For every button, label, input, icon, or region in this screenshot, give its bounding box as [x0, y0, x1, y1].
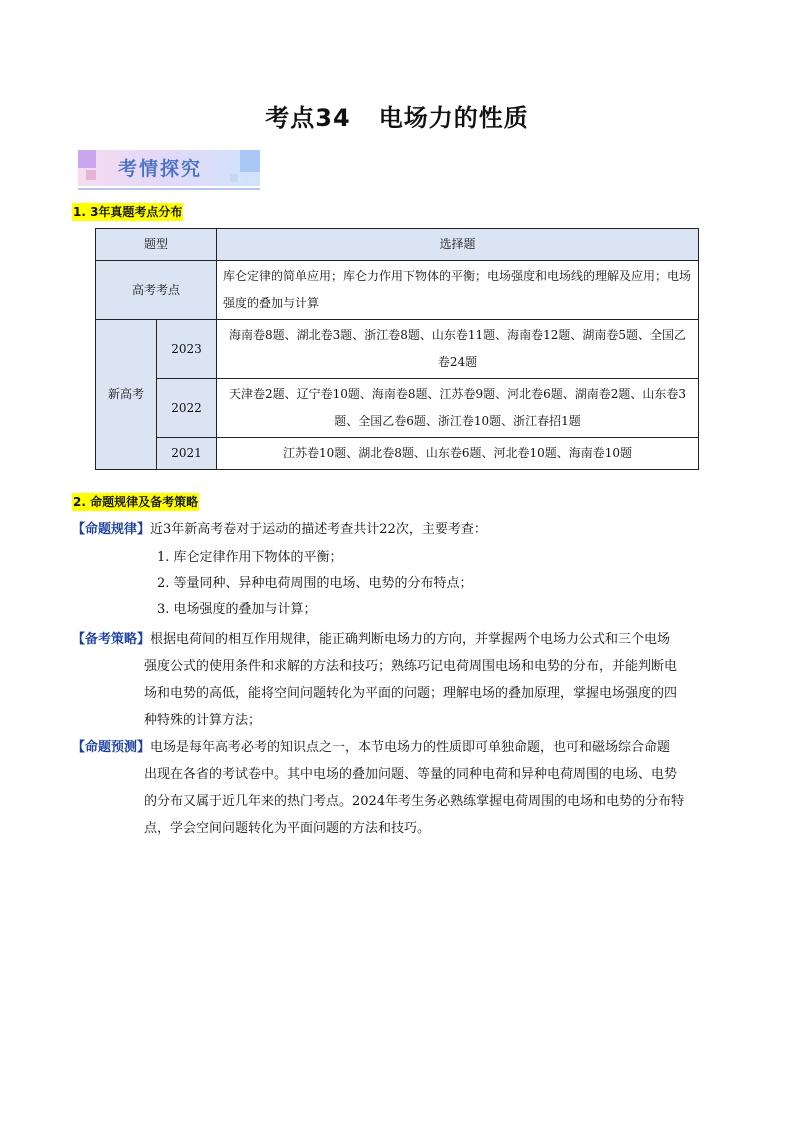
table-row: [96, 261, 699, 320]
strategy-body: [144, 653, 724, 734]
forecast-tag-line: [72, 734, 670, 761]
table-topic-label: 高考考点: [96, 261, 217, 320]
table-row: [96, 320, 699, 379]
banner-decor-square: [240, 150, 260, 172]
strategy-tag-line: [72, 626, 670, 653]
forecast-tag: 【命题预测】: [72, 740, 151, 755]
rule-tag: 【命题规律】: [72, 522, 151, 537]
strategy-line: 场和电势的高低，能将空间问题转化为平面的问题；理解电场的叠加原理，掌握电场强度的四: [144, 686, 678, 701]
banner-decor-square: [86, 170, 96, 180]
table-row: [96, 379, 699, 438]
forecast-line: 点，学会空间问题转化为平面问题的方法和技巧。: [144, 821, 431, 836]
rule-intro: 近3年新高考卷对于运动的描述考查共计22次，主要考查：: [150, 522, 487, 537]
table-group-label: 新高考: [96, 320, 157, 470]
page-title-text: 电场力的性质: [378, 104, 529, 132]
table-row: [96, 438, 699, 470]
list-item: 1. 库仑定律作用下物体的平衡；: [157, 550, 343, 565]
strategy-tag: 【备考策略】: [72, 632, 151, 647]
forecast-body: [144, 761, 724, 842]
page-title-number: 考点34: [265, 104, 351, 132]
table-papers: 天津卷2题、辽宁卷10题、海南卷8题、江苏卷9题、河北卷6题、湖南卷2题、山东卷3题、全国乙卷6题、浙江卷10题、浙江春招1题: [217, 379, 699, 438]
table-row: [96, 229, 699, 261]
table-year: 2021: [157, 438, 217, 470]
list-item: 3. 电场强度的叠加与计算；: [157, 602, 317, 617]
section2-heading: 2. 命题规律及备考策略: [73, 495, 199, 509]
banner-label: 考情探究: [118, 158, 203, 180]
banner-underline: [78, 188, 260, 190]
forecast-line: 出现在各省的考试卷中。其中电场的叠加问题、等量的同种电荷和异种电荷周围的电场、电势: [144, 767, 678, 782]
table-papers: 江苏卷10题、湖北卷8题、山东卷6题、河北卷10题、海南卷10题: [217, 438, 699, 470]
section-banner: [78, 150, 260, 186]
banner-decor-square: [78, 150, 96, 168]
list-item: 2. 等量同种、异种电荷周围的电场、电势的分布特点；: [157, 576, 473, 591]
table-year: 2022: [157, 379, 217, 438]
banner-decor-square: [230, 174, 238, 182]
strategy-line: 强度公式的使用条件和求解的方法和技巧；熟练巧记电荷周围电场和电势的分布，并能判断电: [144, 659, 678, 674]
table-topic-content: 库仑定律的简单应用；库仑力作用下物体的平衡；电场强度和电场线的理解及应用；电场强度的叠加与计算: [217, 261, 699, 320]
section1-heading: 1. 3年真题考点分布: [73, 205, 183, 219]
table-header-type: 题型: [96, 229, 217, 261]
rule-paragraph: [72, 516, 487, 543]
page-title: [0, 98, 794, 133]
table-papers: 海南卷8题、湖北卷3题、浙江卷8题、山东卷11题、海南卷12题、湖南卷5题、全国乙卷24题: [217, 320, 699, 379]
strategy-line-1: 根据电荷间的相互作用规律，能正确判断电场力的方向，并掌握两个电场力公式和三个电场: [150, 632, 671, 647]
forecast-line-1: 电场是每年高考必考的知识点之一，本节电场力的性质即可单独命题，也可和磁场综合命题: [150, 740, 671, 755]
forecast-line: 的分布又属于近几年来的热门考点。2024年考生务必熟练掌握电荷周围的电场和电势的分布特: [144, 794, 685, 809]
table-header-choice: 选择题: [217, 229, 699, 261]
table-year: 2023: [157, 320, 217, 379]
strategy-line: 种特殊的计算方法；: [144, 713, 262, 728]
exam-distribution-table: [95, 228, 699, 470]
